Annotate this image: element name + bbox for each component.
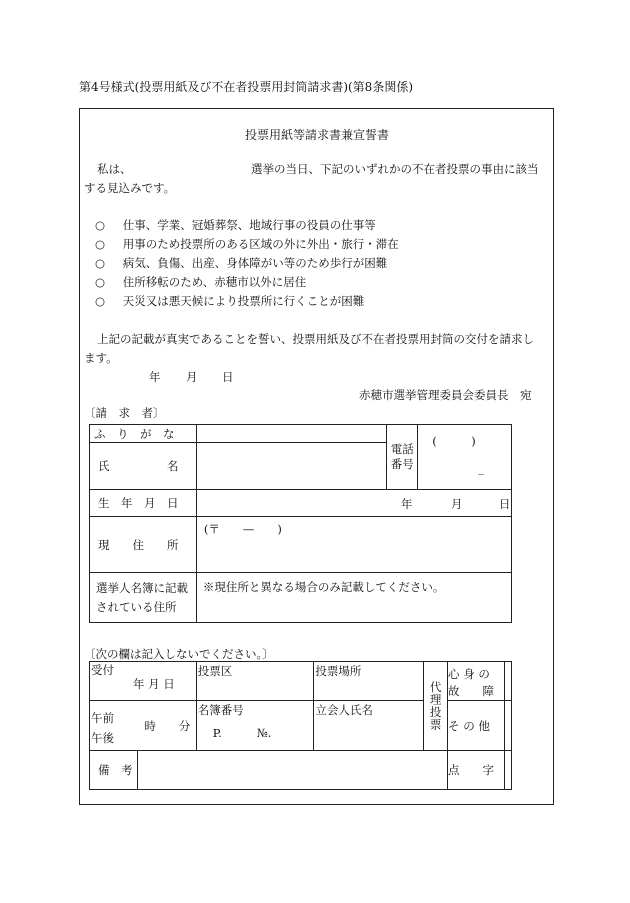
other-cell bbox=[448, 701, 505, 751]
option-item[interactable] bbox=[95, 274, 306, 290]
braille-label: 点 字 bbox=[448, 763, 495, 777]
mind-body-cell bbox=[448, 662, 505, 701]
district-label: 投票区 bbox=[197, 664, 233, 678]
oath-line2: ます。 bbox=[84, 351, 118, 365]
registry-number-mark: №. bbox=[256, 726, 272, 740]
furigana-label: ふ り が な bbox=[94, 427, 175, 441]
date-month[interactable]: 月 bbox=[186, 370, 198, 384]
proxy-cell bbox=[424, 662, 448, 751]
ampm-am: 午前 bbox=[91, 711, 114, 725]
address-label-cell bbox=[90, 517, 197, 573]
place-cell bbox=[314, 662, 424, 701]
mind-body-check[interactable] bbox=[504, 662, 511, 701]
mind-body-line1: 心 身 の bbox=[448, 667, 490, 681]
braille-cell bbox=[448, 751, 505, 790]
option-text: 用事のため投票所のある区域の外に外出・旅行・滞在 bbox=[122, 237, 399, 251]
furigana-input[interactable] bbox=[196, 425, 386, 443]
dob-month: 月 bbox=[450, 497, 463, 511]
form-header: 第4号様式(投票用紙及び不在者投票用封筒請求書)(第8条関係) bbox=[79, 80, 413, 94]
registry-label-line2: されている住所 bbox=[96, 599, 177, 614]
phone-paren: ( ) bbox=[432, 434, 476, 448]
date-day[interactable]: 日 bbox=[222, 370, 234, 384]
date-year[interactable]: 年 bbox=[149, 370, 161, 384]
remarks-input[interactable] bbox=[137, 751, 447, 790]
option-circle-icon: ○ bbox=[95, 294, 106, 308]
office-label: 〔次の欄は記入しないでください。〕 bbox=[84, 647, 274, 661]
proxy-label: 代理投票 bbox=[428, 681, 443, 731]
phone-label: 電話 番号 bbox=[390, 442, 414, 471]
receipt-date: 年 月 日 bbox=[133, 677, 175, 691]
witness-cell bbox=[314, 701, 424, 751]
addressee: 赤穂市選挙管理委員会委員長 宛 bbox=[359, 388, 532, 402]
braille-check[interactable] bbox=[504, 751, 511, 790]
receipt-label: 受付 bbox=[91, 663, 114, 677]
intro-tail: 選挙の当日、下記のいずれかの不在者投票の事由に該当 bbox=[251, 162, 539, 176]
option-text: 天災又は悪天候により投票所に行くことが困難 bbox=[122, 294, 365, 308]
option-circle-icon: ○ bbox=[95, 218, 106, 232]
name-label: 氏 名 bbox=[98, 459, 179, 473]
option-item[interactable] bbox=[95, 236, 399, 252]
address-label: 現 住 所 bbox=[98, 537, 179, 552]
other-check[interactable] bbox=[504, 701, 511, 751]
name-input[interactable] bbox=[196, 443, 386, 490]
option-item[interactable] bbox=[95, 293, 364, 309]
phone-input[interactable] bbox=[418, 425, 512, 490]
dob-year: 年 bbox=[400, 497, 413, 511]
dob-day: 日 bbox=[498, 497, 511, 511]
option-item[interactable] bbox=[95, 255, 387, 271]
mind-body-line2: 故 障 bbox=[448, 684, 495, 698]
district-cell bbox=[196, 662, 314, 701]
remarks-label-cell bbox=[90, 751, 138, 790]
option-circle-icon: ○ bbox=[95, 256, 106, 270]
option-item[interactable] bbox=[95, 217, 376, 233]
registry-page: P. bbox=[212, 726, 222, 740]
place-label: 投票場所 bbox=[315, 664, 362, 678]
registry-no-label: 名簿番号 bbox=[197, 703, 244, 717]
receipt-cell bbox=[90, 662, 197, 701]
registry-no-cell bbox=[196, 701, 314, 751]
option-circle-icon: ○ bbox=[95, 275, 106, 289]
option-text: 病気、負傷、出産、身体障がい等のため歩行が困難 bbox=[122, 256, 388, 270]
registry-address-input[interactable] bbox=[196, 573, 511, 623]
option-text: 仕事、学業、冠婚葬祭、地域行事の役員の仕事等 bbox=[122, 218, 376, 232]
other-label: そ の 他 bbox=[448, 718, 490, 733]
requester-label: 〔請 求 者〕 bbox=[84, 406, 165, 420]
ampm-pm: 午後 bbox=[91, 731, 114, 745]
intro-line2: する見込みです。 bbox=[84, 181, 176, 195]
form-title: 投票用紙等請求書兼宣誓書 bbox=[245, 128, 390, 142]
phone-label-cell bbox=[387, 425, 418, 490]
witness-label: 立会人氏名 bbox=[315, 703, 373, 717]
name-label-cell bbox=[90, 443, 197, 490]
registry-label-cell bbox=[90, 573, 197, 623]
time-value: 時 分 bbox=[144, 719, 191, 733]
remarks-label: 備 考 bbox=[98, 763, 133, 777]
time-cell bbox=[90, 701, 138, 751]
dob-label-cell bbox=[90, 490, 197, 517]
oath-line1: 上記の記載が真実であることを誓い、投票用紙及び不在者投票用封筒の交付を請求し bbox=[97, 332, 534, 346]
time-value-cell bbox=[137, 701, 196, 751]
address-input[interactable] bbox=[196, 517, 511, 573]
dob-label: 生 年 月 日 bbox=[98, 496, 179, 510]
intro-lead: 私は、 bbox=[97, 162, 132, 176]
option-circle-icon: ○ bbox=[95, 237, 106, 251]
phone-dash: _ bbox=[478, 461, 485, 475]
registry-note: ※現住所と異なる場合のみ記載してください。 bbox=[202, 580, 445, 594]
registry-label-line1: 選挙人名簿に記載 bbox=[96, 580, 188, 595]
postal-code-field: (〒 — ) bbox=[203, 522, 282, 536]
dob-input[interactable] bbox=[196, 490, 511, 517]
option-text: 住所移転のため、赤穂市以外に居住 bbox=[122, 275, 307, 289]
office-table bbox=[89, 661, 512, 790]
furigana-label-cell bbox=[90, 425, 197, 443]
requester-table bbox=[89, 424, 512, 623]
